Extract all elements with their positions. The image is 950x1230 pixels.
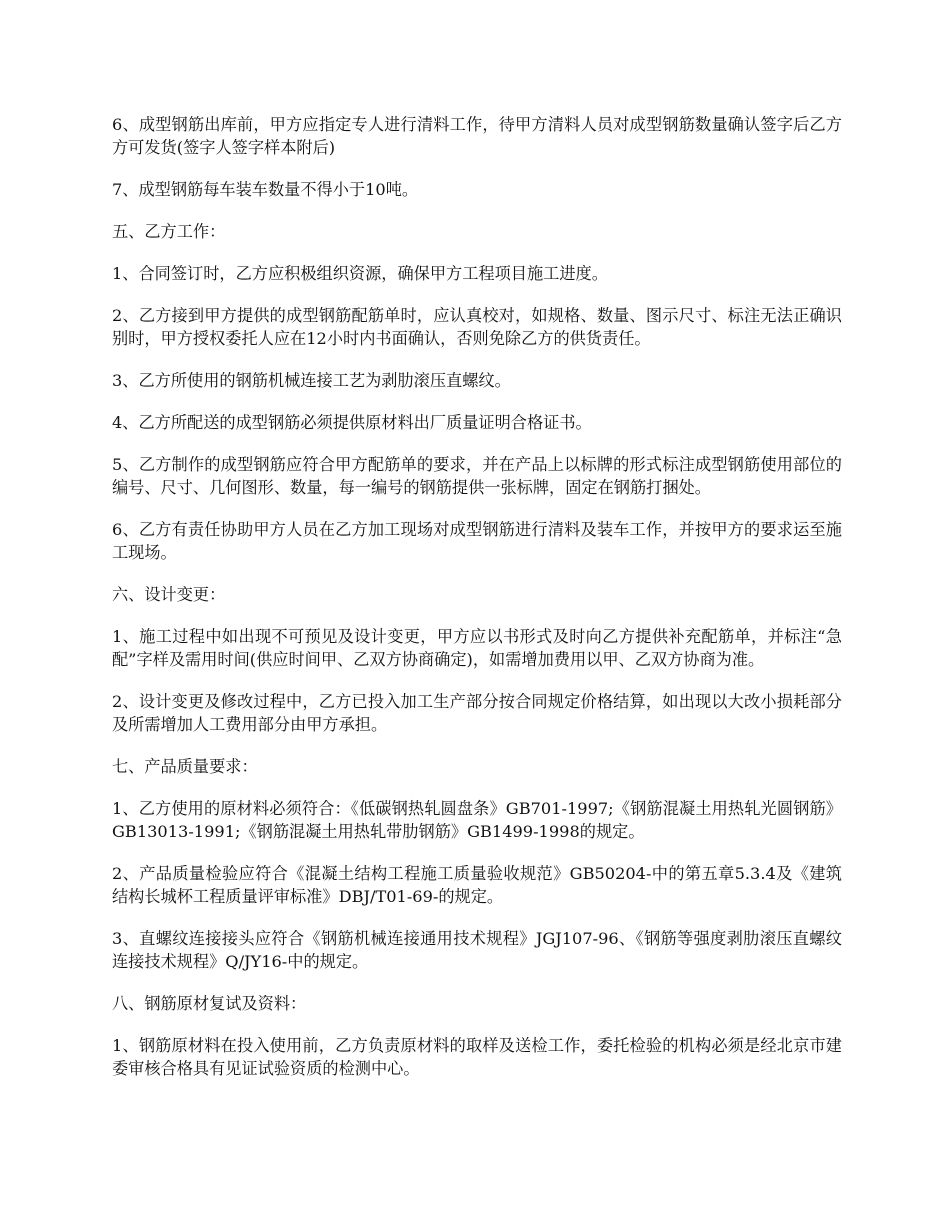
quality-clause-3: 3、直螺纹连接接头应符合《钢筋机械连接通用技术规程》JGJ107-96、《钢筋等强度剥肋滚压直螺纹连接技术规程》Q/JY16-中的规定。 <box>112 929 842 971</box>
quality-clause-2: 2、产品质量检验应符合《混凝土结构工程施工质量验收规范》GB50204-中的第五章5.3.4及《建筑结构长城杯工程质量评审标准》DBJ/T01-69-的规定。 <box>112 864 842 906</box>
clause-5-6: 6、成型钢筋出库前，甲方应指定专人进行清料工作，待甲方清料人员对成型钢筋数量确认签字后乙方方可发货(签字人签字样本附后) <box>112 115 842 157</box>
section-heading-party-b-work: 五、乙方工作： <box>112 222 226 241</box>
section-heading-design-change: 六、设计变更： <box>112 585 226 604</box>
section-heading-quality: 七、产品质量要求： <box>112 757 258 776</box>
party-b-clause-2: 2、乙方接到甲方提供的成型钢筋配筋单时，应认真校对，如规格、数量、图示尺寸、标注无法正确识别时，甲方授权委托人应在12小时内书面确认，否则免除乙方的供货责任。 <box>112 306 842 348</box>
party-b-clause-3: 3、乙方所使用的钢筋机械连接工艺为剥肋滚压直螺纹。 <box>112 371 511 390</box>
design-change-clause-2: 2、设计变更及修改过程中，乙方已投入加工生产部分按合同规定价格结算，如出现以大改小损耗部分及所需增加人工费用部分由甲方承担。 <box>112 692 842 734</box>
party-b-clause-4: 4、乙方所配送的成型钢筋必须提供原材料出厂质量证明合格证书。 <box>112 413 592 432</box>
quality-clause-1: 1、乙方使用的原材料必须符合：《低碳钢热轧圆盘条》GB701-1997;《钢筋混凝土用热轧光圆钢筋》GB13013-1991;《钢筋混凝土用热轧带肋钢筋》GB1499-1998的规定。 <box>112 799 842 841</box>
section-heading-material-retest: 八、钢筋原材复试及资料： <box>112 994 307 1013</box>
material-retest-clause-1: 1、钢筋原材料在投入使用前，乙方负责原材料的取样及送检工作，委托检验的机构必须是经北京市建委审核合格具有见证试验资质的检测中心。 <box>112 1036 842 1078</box>
party-b-clause-5: 5、乙方制作的成型钢筋应符合甲方配筋单的要求，并在产品上以标牌的形式标注成型钢筋使用部位的编号、尺寸、几何图形、数量，每一编号的钢筋提供一张标牌，固定在钢筋打捆处。 <box>112 455 842 497</box>
design-change-clause-1: 1、施工过程中如出现不可预见及设计变更，甲方应以书形式及时向乙方提供补充配筋单，并标注“急配”字样及需用时间(供应时间甲、乙双方协商确定)，如需增加费用以甲、乙双方协商为准。 <box>112 627 842 669</box>
clause-5-7: 7、成型钢筋每车装车数量不得小于10吨。 <box>112 180 419 199</box>
document-page <box>112 113 842 1099</box>
party-b-clause-6: 6、乙方有责任协助甲方人员在乙方加工现场对成型钢筋进行清料及装车工作，并按甲方的要求运至施工现场。 <box>112 520 842 562</box>
party-b-clause-1: 1、合同签订时，乙方应积极组织资源，确保甲方工程项目施工进度。 <box>112 264 608 283</box>
